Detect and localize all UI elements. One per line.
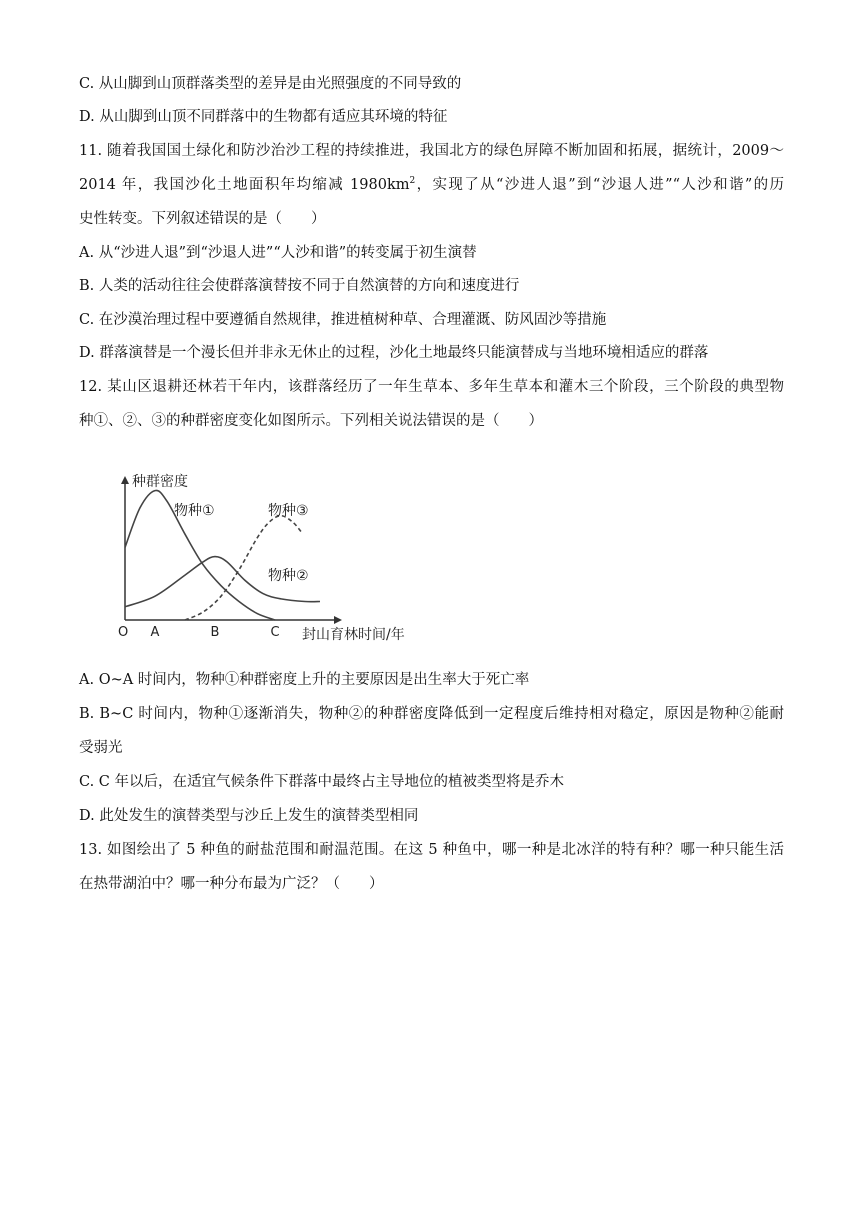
q12-option-c: C. C 年以后，在适宜气候条件下群落中最终占主导地位的植被类型将是乔木: [79, 774, 564, 790]
q12-option-b-line-2: 受弱光: [79, 740, 123, 756]
origin-label: O: [118, 625, 129, 640]
x-tick-label-a: A: [150, 625, 160, 640]
q13-stem-line-1: 13. 如图绘出了 5 种鱼的耐盐范围和耐温范围。在这 5 种鱼中，哪一种是北冰洋的特有种？哪一种只能生活: [79, 842, 784, 858]
x-tick-label-b: B: [210, 625, 220, 640]
q12-stem-line-1: 12. 某山区退耕还林若干年内，该群落经历了一年生草本、多年生草本和灌木三个阶段，三个阶段的典型物: [79, 379, 784, 395]
superscript: 2: [409, 176, 416, 187]
q12-option-b-line-1: B. B~C 时间内，物种①逐渐消失，物种②的种群密度降低到一定程度后维持相对稳定，原因是物种②能耐: [79, 706, 784, 722]
q10-option-c: C. 从山脚到山顶群落类型的差异是由光照强度的不同导致的: [79, 76, 462, 92]
population-density-chart: [112, 470, 432, 646]
y-axis-label: 种群密度: [132, 474, 188, 490]
x-axis-label: 封山育林时间/年: [302, 627, 405, 643]
x-tick-label-c: C: [270, 625, 280, 640]
x-tick-labels: [151, 625, 280, 640]
q12-stem-line-2: 种①、②、③的种群密度变化如图所示。下列相关说法错误的是（ ）: [79, 413, 543, 429]
q13-stem-line-2: 在热带湖泊中？哪一种分布最为广泛？（ ）: [79, 876, 384, 892]
q12-option-d: D. 此处发生的演替类型与沙丘上发生的演替类型相同: [79, 808, 419, 824]
q11-stem-line-1: 11. 随着我国国土绿化和防沙治沙工程的持续推进，我国北方的绿色屏障不断加固和拓展，据统计，2009～: [79, 143, 784, 159]
series-label-species-2: 物种②: [268, 568, 309, 584]
q10-option-d: D. 从山脚到山顶不同群落中的生物都有适应其环境的特征: [79, 109, 448, 125]
q11-stem-line-3: 史性转变。下列叙述错误的是（ ）: [79, 211, 326, 227]
q12-option-a: A. O~A 时间内，物种①种群密度上升的主要原因是出生率大于死亡率: [79, 672, 530, 688]
q11-option-a: A. 从“沙进人退”到“沙退人进”“人沙和谐”的转变属于初生演替: [79, 245, 477, 261]
q11-stem-text: 2014 年，我国沙化土地面积年均缩减 1980km: [79, 177, 410, 193]
q11-option-b: B. 人类的活动往往会使群落演替按不同于自然演替的方向和速度进行: [79, 278, 520, 294]
q11-option-d: D. 群落演替是一个漫长但并非永无休止的过程，沙化土地最终只能演替成与当地环境相适应的群落: [79, 345, 709, 361]
q11-stem-line-2: [79, 175, 784, 195]
series-label-species-3: 物种③: [268, 503, 309, 519]
q11-option-c: C. 在沙漠治理过程中要遵循自然规律，推进植树种草、合理灌溉、防风固沙等措施: [79, 312, 607, 328]
q11-stem-text: ，实现了从“沙进人退”到“沙退人进”“人沙和谐”的历: [415, 177, 784, 193]
series-label-species-1: 物种①: [174, 503, 215, 519]
